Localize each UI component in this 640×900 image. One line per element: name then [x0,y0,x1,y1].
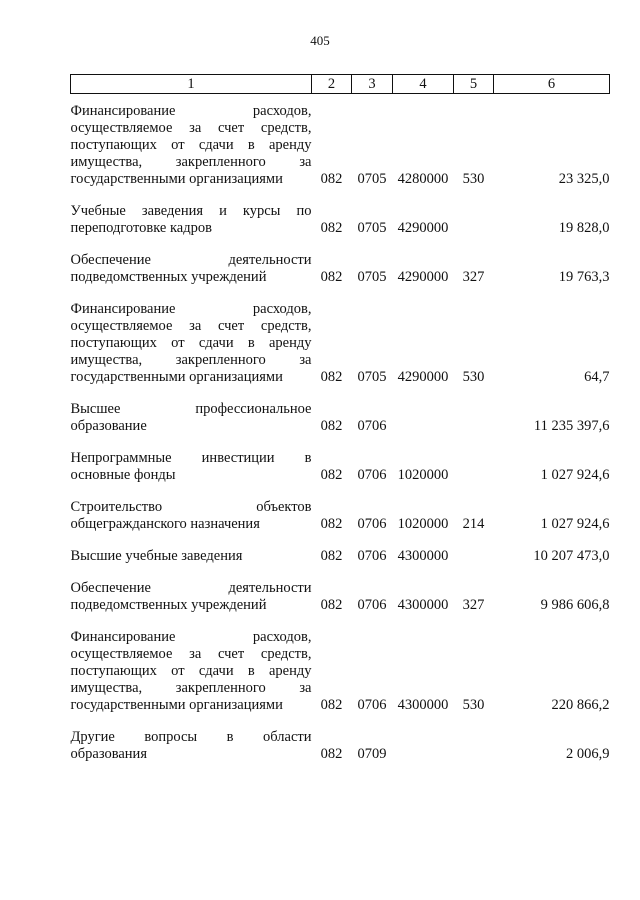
row-cell-c3: 0705 [357,269,387,285]
row-name-cell: Финансирование расходов, осуществляемое за счет средств, поступающих от сдачи в аренду имущества, закрепленного за государственными организациями [70,301,312,385]
row-cell-c6: 19 828,0 [558,220,610,236]
row-cell-c5: 530 [462,697,485,713]
row-cell-c5: 327 [462,269,485,285]
table-body [71,103,610,763]
row-cell-c6: 11 235 397,6 [533,418,610,434]
row-cell-c5 [454,435,494,484]
row-name-cell: Обеспечение деятельности подведомственных учреждений [70,252,312,285]
row-cell-c5 [454,386,494,435]
row-cell-c4 [393,386,454,435]
row-cell-c3: 0706 [357,467,387,483]
row-cell-c5 [454,188,494,237]
row-cell-c4: 1020000 [397,516,449,532]
row-cell-c3: 0706 [357,516,387,532]
row-cell-c4 [393,714,454,763]
row-cell-c2: 082 [320,548,343,564]
row-cell-c2: 082 [320,220,343,236]
row-cell-c4: 4290000 [397,220,449,236]
table-row [71,484,610,533]
row-name-cell: Высшее профессиональное образование [70,401,312,434]
row-cell-c6: 19 763,3 [558,269,610,285]
table-row [71,103,610,188]
table-row [71,237,610,286]
row-cell-c2: 082 [320,269,343,285]
row-cell-c5: 214 [462,516,485,532]
table-row [71,386,610,435]
row-cell-c2: 082 [320,171,343,187]
row-cell-c5 [454,714,494,763]
row-name-cell: Строительство объектов общегражданского назначения [70,499,312,532]
row-name-cell: Другие вопросы в области образования [70,729,312,762]
table-header-row [71,75,610,94]
row-cell-c4: 4300000 [397,548,449,564]
row-cell-c3: 0705 [357,220,387,236]
table-row [71,565,610,614]
table-row [71,614,610,714]
row-cell-c3: 0705 [357,369,387,385]
row-cell-c3: 0706 [357,597,387,613]
row-cell-c6: 64,7 [584,369,610,385]
table-row [71,714,610,763]
row-name-cell: Финансирование расходов, осуществляемое за счет средств, поступающих от сдачи в аренду имущества, закрепленного за государственными организациями [70,629,312,713]
column-header-1: 1 [71,75,312,94]
row-name-cell: Финансирование расходов, осуществляемое за счет средств, поступающих от сдачи в аренду имущества, закрепленного за государственными организациями [70,103,312,187]
table-row [71,435,610,484]
row-cell-c2: 082 [320,467,343,483]
row-cell-c6: 2 006,9 [566,746,610,762]
row-cell-c2: 082 [320,697,343,713]
row-cell-c5: 530 [462,171,485,187]
row-cell-c6: 10 207 473,0 [533,548,610,564]
row-cell-c5 [454,533,494,565]
column-header-6: 6 [494,75,610,94]
row-cell-c2: 082 [320,597,343,613]
row-cell-c2: 082 [320,369,343,385]
row-cell-c5: 530 [462,369,485,385]
row-cell-c6: 9 986 606,8 [540,597,610,613]
row-cell-c2: 082 [320,516,343,532]
column-header-2: 2 [312,75,352,94]
row-cell-c4: 4280000 [397,171,449,187]
row-cell-c6: 1 027 924,6 [540,516,610,532]
page-number: 405 [310,33,330,48]
row-cell-c4: 1020000 [397,467,449,483]
row-cell-c3: 0709 [357,746,387,762]
row-cell-c2: 082 [320,418,343,434]
budget-table [70,74,610,763]
row-cell-c4: 4290000 [397,369,449,385]
row-cell-c3: 0705 [357,171,387,187]
table-row [71,533,610,565]
row-cell-c4: 4290000 [397,269,449,285]
row-cell-c4: 4300000 [397,697,449,713]
row-name-cell: Высшие учебные заведения [70,548,243,564]
row-cell-c3: 0706 [357,418,387,434]
row-cell-c3: 0706 [357,697,387,713]
row-name-cell: Обеспечение деятельности подведомственных учреждений [70,580,312,613]
row-cell-c3: 0706 [357,548,387,564]
row-cell-c6: 23 325,0 [558,171,610,187]
table-row [71,188,610,237]
table-row [71,286,610,386]
column-header-4: 4 [393,75,454,94]
row-cell-c2: 082 [320,746,343,762]
row-cell-c5: 327 [462,597,485,613]
row-cell-c4: 4300000 [397,597,449,613]
row-cell-c6: 1 027 924,6 [540,467,610,483]
column-header-5: 5 [454,75,494,94]
row-name-cell: Учебные заведения и курсы по переподготовке кадров [70,203,312,236]
column-header-3: 3 [352,75,393,94]
row-name-cell: Непрограммные инвестиции в основные фонды [70,450,312,483]
row-cell-c6: 220 866,2 [551,697,610,713]
